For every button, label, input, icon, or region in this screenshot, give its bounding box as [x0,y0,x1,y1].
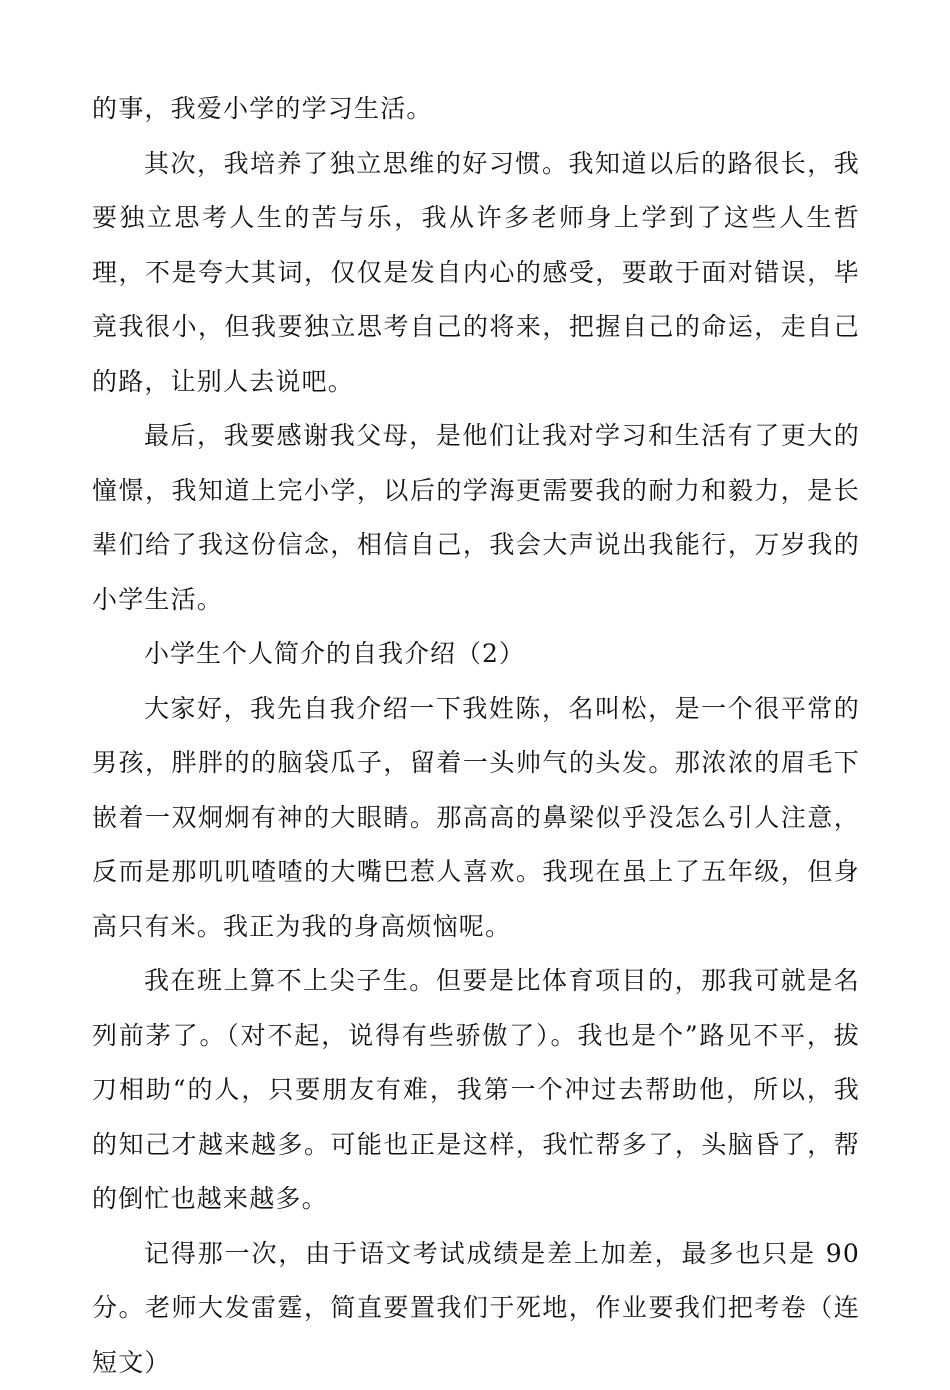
document-body [92,82,860,1390]
paragraph-1: 的事，我爱小学的学习生活。 [92,82,860,137]
paragraph-3: 最后，我要感谢我父母，是他们让我对学习和生活有了更大的憧憬，我知道上完小学，以后的学海更需要我的耐力和毅力，是长辈们给了我这份信念，相信自己，我会大声说出我能行，万岁我的小学生活。 [92,409,860,627]
paragraph-4: 大家好，我先自我介绍一下我姓陈，名叫松，是一个很平常的男孩，胖胖的的脑袋瓜子，留着一头帅气的头发。那浓浓的眉毛下嵌着一双炯炯有神的大眼睛。那高高的鼻梁似乎没怎么引人注意，反而是那叽叽喳喳的大嘴巴惹人喜欢。我现在虽上了五年级，但身高只有米。我正为我的身高烦恼呢。 [92,682,860,955]
paragraph-5: 我在班上算不上尖子生。但要是比体育项目的，那我可就是名列前茅了。（对不起，说得有些骄傲了）。我也是个”路见不平，拔刀相助“的人，只要朋友有难，我第一个冲过去帮助他，所以，我的知己才越来越多。可能也正是这样，我忙帮多了，头脑昏了，帮的倒忙也越来越多。 [92,954,860,1227]
paragraph-6: 记得那一次，由于语文考试成绩是差上加差，最多也只是 90 分。老师大发雷霆，简直要置我们于死地，作业要我们把考卷（连短文） [92,1227,860,1390]
section-title: 小学生个人简介的自我介绍（2） [92,627,860,682]
paragraph-2: 其次，我培养了独立思维的好习惯。我知道以后的路很长，我要独立思考人生的苦与乐，我从许多老师身上学到了这些人生哲理，不是夸大其词，仅仅是发自内心的感受，要敢于面对错误，毕竟我很小，但我要独立思考自己的将来，把握自己的命运，走自己的路，让别人去说吧。 [92,137,860,410]
